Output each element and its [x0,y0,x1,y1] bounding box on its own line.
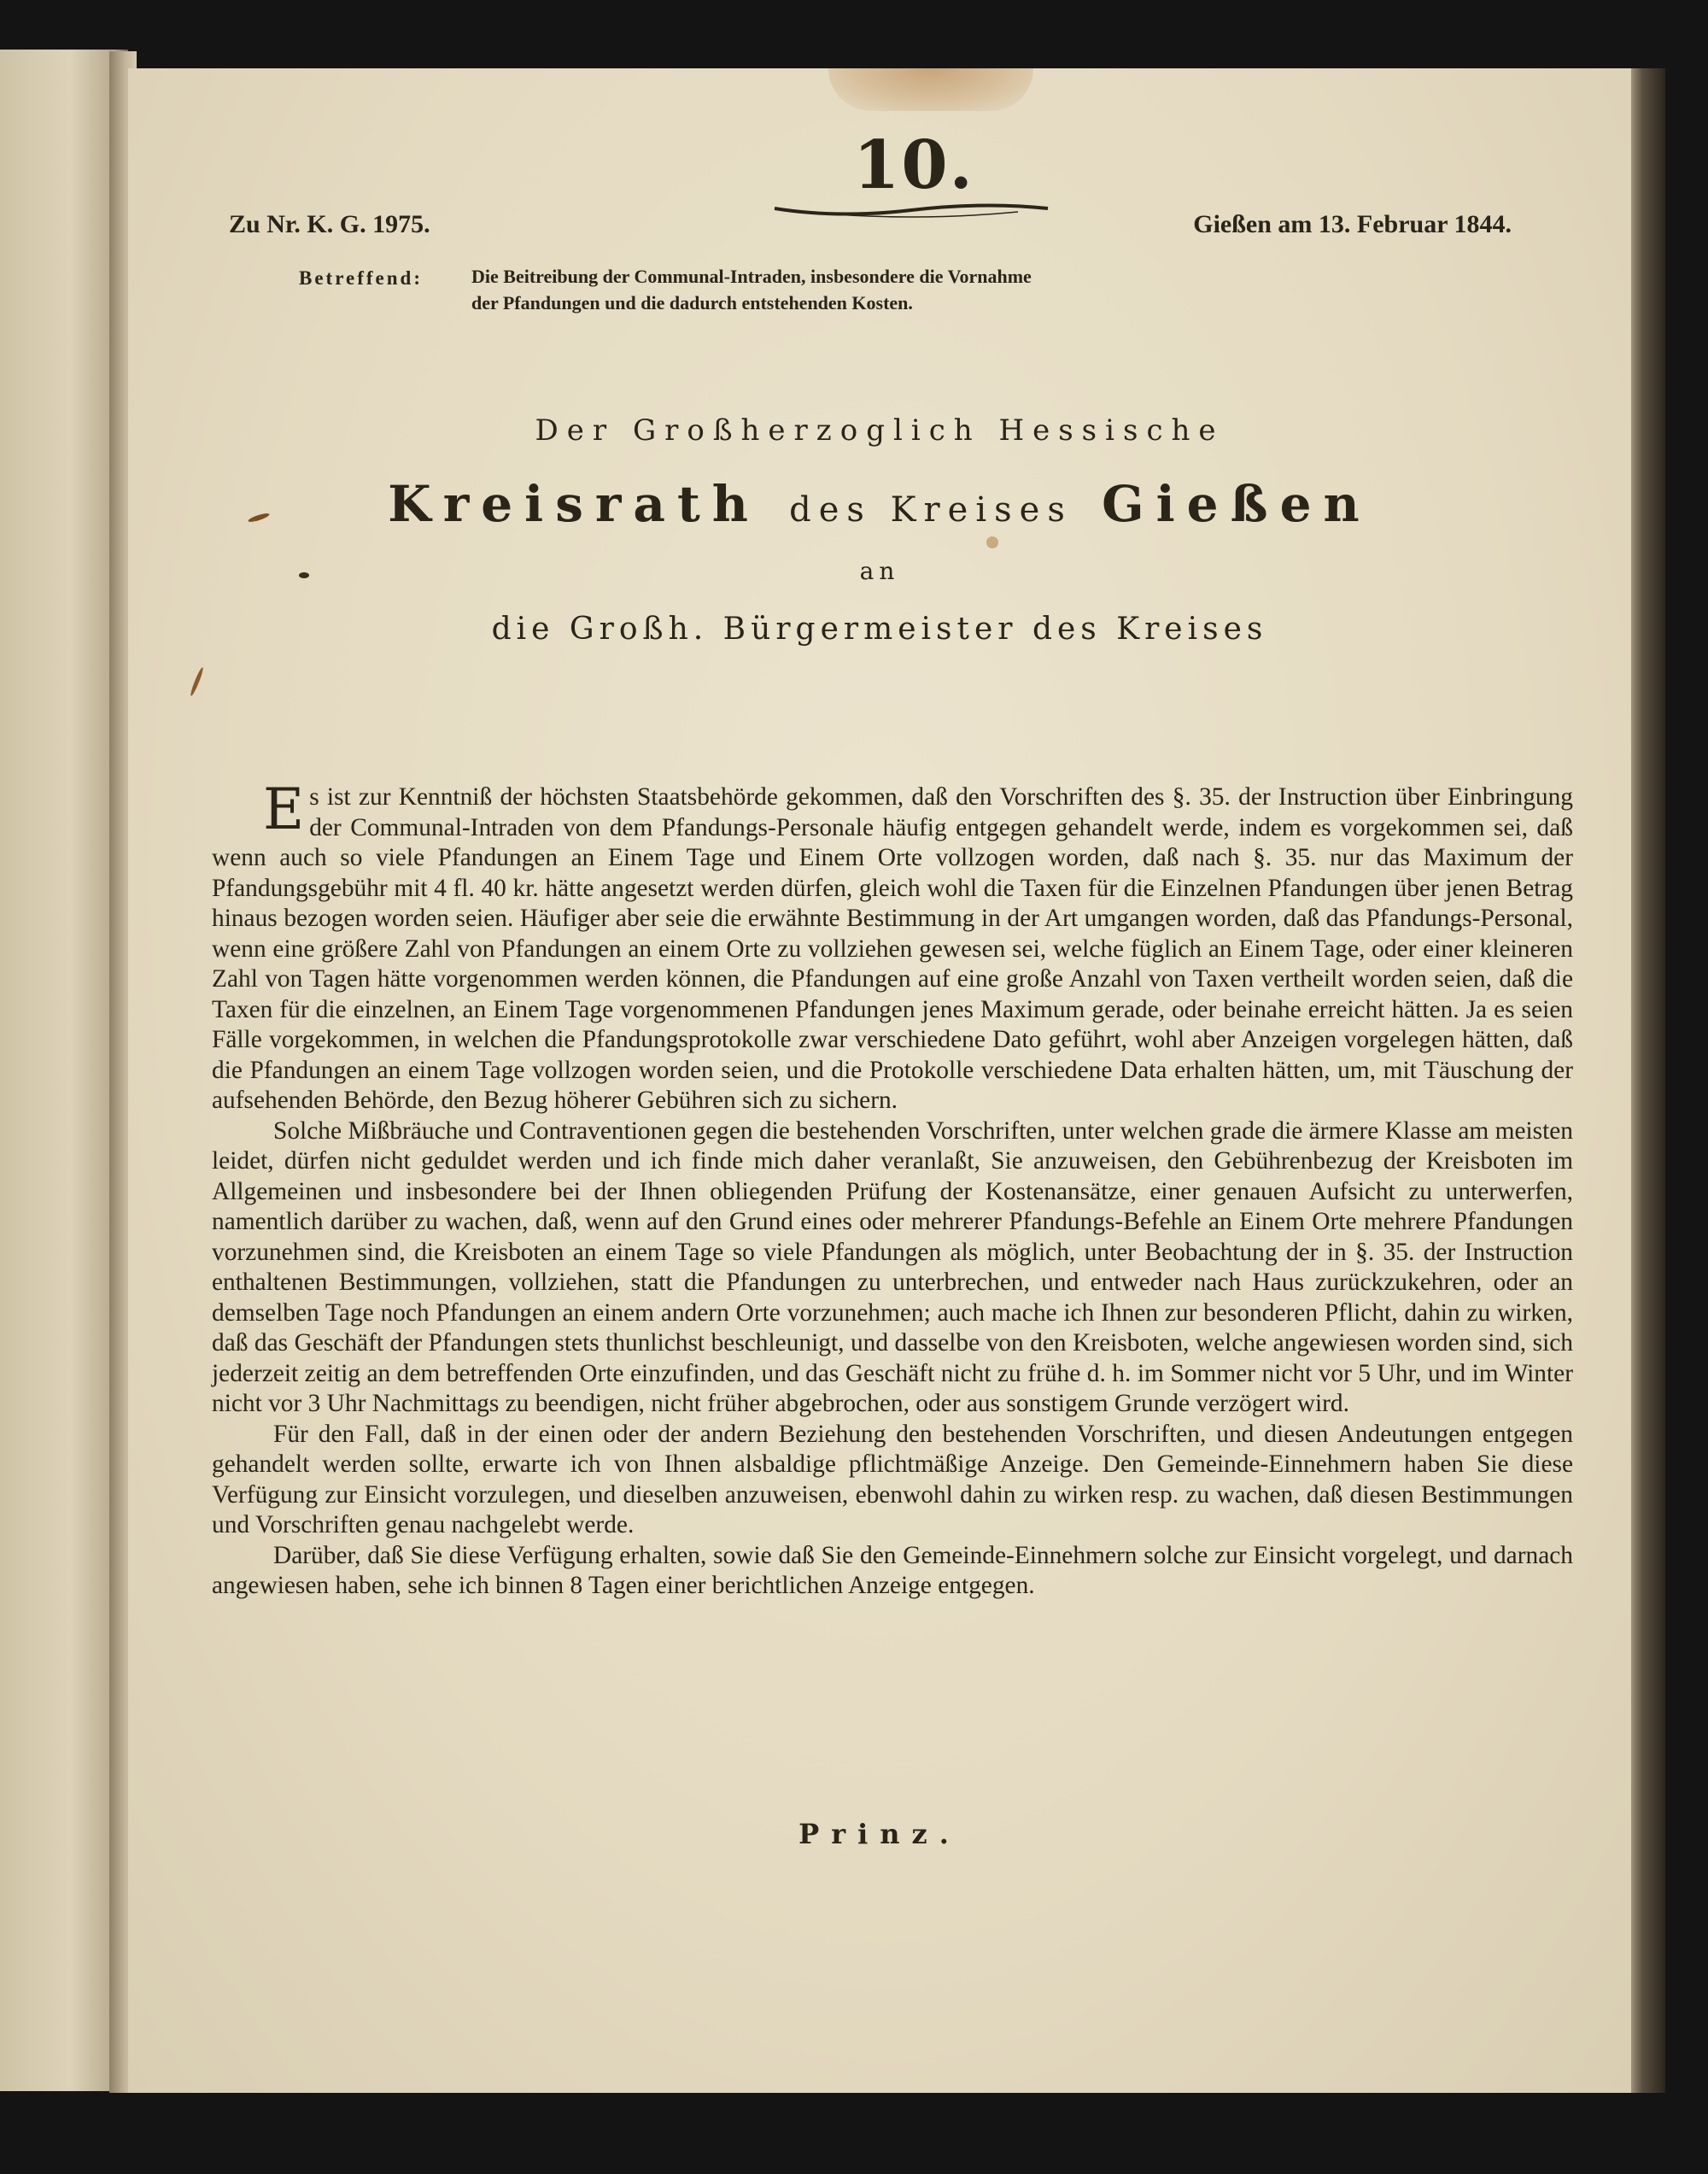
title-flourish [770,196,1052,222]
paragraph-1-text: s ist zur Kenntniß der höchsten Staatsbehörde gekommen, daß den Vorschriften des §. 35. der Instruction über Einbringung der Communal-Intraden von dem Pfandungs-Personale häufig entgegen gehandelt werde, indem es vorgekommen sei, daß wenn auch so viele Pfandungen an Einem Tage und Einem Orte vollzogen worden, daß nach §. 35. nur das Maximum der Pfandungsgebühr mit 4 fl. 40 kr. hätte angesetzt werden dürfen, gleich wohl die Taxen für die Einzelnen Pfandungen über jenen Betrag hinaus bezogen worden seien. Häufiger aber seie die erwähnte Bestimmung in der Art umgangen worden, daß das Pfandungs-Personal, wenn eine größere Zahl von Pfandungen an einem Orte zu vollziehen gewesen sei, welche füglich an Einem Tage, oder einer kleineren Zahl von Tagen hätte vorgenommen werden können, die Pfandungen auf eine große Anzahl von Taxen vertheilt worden seien, daß die Taxen für die einzelnen, an Einem Tage vorgenommenen Pfandungen jenes Maximum gerade, oder beinahe erreicht hätten. Ja es seien Fälle vorgekommen, in welchen die Pfandungsprotokolle zwar verschiedene Dato geführt, wohl aber Anzeigen vorgelegen hätten, daß die Pfandungen an einem Tage vollzogen worden seien, und die Protokolle verschiedene Data erhalten hätten, um, mit Täuschung der aufsehenden Behörde, den Bezug höherer Gebühren sich zu sichern. [212,783,1573,1114]
heading-line-4: die Großh. Bürgermeister des Kreises [491,612,1268,647]
heading-des-kreises: des Kreises [789,490,1073,530]
paragraph-1 [212,776,1573,1116]
heading-line-3: an [859,557,900,585]
paragraph-4: Darüber, daß Sie diese Verfügung erhalten, sowie daß Sie den Gemeinde-Einnehmern solche zur Einsicht vorgelegt, und darnach angewiesen haben, sehe ich binnen 8 Tagen einer berichtlichen Anzeige entgegen. [212,1541,1573,1599]
body-text [212,776,1573,1602]
paper-speck [189,666,204,696]
place-date: Gießen am 13. Februar 1844. [1193,210,1512,238]
heading-giessen: Gießen [1102,475,1372,533]
right-page-edge [1627,68,1665,2093]
document-number: 10. [853,126,974,204]
paper-speck [299,572,309,578]
heading-line-1: Der Großherzoglich Hessische [535,413,1225,448]
paper-speck [986,536,998,548]
document-page [128,68,1631,2093]
reference-number: Zu Nr. K. G. 1975. [229,210,430,238]
paragraph-3: Für den Fall, daß in der einen oder der andern Beziehung den bestehenden Vorschriften, und diesen Andeutungen entgegen gehandelt werden sollte, erwarte ich von Ihnen alsbaldige pflichtmäßige Anzeige. Den Gemeinde-Einnehmern haben Sie diese Verfügung zur Einsicht vorzulegen, und dieselben anzuweisen, ebenwohl dahin zu wirken resp. zu wachen, daß diesen Bestimmungen und Vorschriften genau nachgelebt werde. [212,1420,1573,1538]
heading-line-2 [128,475,1631,533]
signature: Prinz. [798,1818,961,1850]
subject-text: Die Beitreibung der Communal-Intraden, insbesondere die Vornahme der Pfandungen und die dadurch entstehenden Kosten. [471,266,1032,314]
paper-stain [828,68,1033,111]
subject-label: Betreffend: [299,267,423,289]
paragraph-2: Solche Mißbräuche und Contraventionen gegen die bestehenden Vorschriften, unter welchen grade die ärmere Klasse am meisten leidet, dürfen nicht geduldet werden und ich finde mich daher veranlaßt, Sie anzuweisen, den Gebührenbezug der Kreisboten im Allgemeinen und insbesondere bei der Ihnen obliegenden Prüfung der Kostenansätze, einer genauen Aufsicht zu unterwerfen, namentlich darüber zu wachen, daß, wenn auf den Grund eines oder mehrerer Pfandungs-Befehle an Einem Orte mehrere Pfandungen vorzunehmen sind, die Kreisboten an einem Tage so viele Pfandungen als möglich, unter Beobachtung der in §. 35. der Instruction enthaltenen Bestimmungen, vollziehen, statt die Pfandungen zu unterbrechen, und entweder nach Haus zurückzukehren, oder an demselben Tage noch Pfandungen an einem andern Orte vorzunehmen; auch mache ich Ihnen zur besonderen Pflicht, dahin zu wirken, daß das Geschäft der Pfandungen stets thunlichst beschleunigt, und dasselbe von den Kreisboten, welche angewiesen worden sind, sich jederzeit zeitig an dem betreffenden Orte einzufinden, und das Geschäft nicht zu frühe d. h. im Sommer nicht vor 5 Uhr, und im Winter nicht vor 3 Uhr Nachmittags zu beendigen, nicht früher abgebrochen, oder aus sonstigem Grunde verzögert wird. [212,1116,1573,1417]
heading-kreisrath: Kreisrath [388,475,760,533]
drop-cap: E [263,776,305,842]
